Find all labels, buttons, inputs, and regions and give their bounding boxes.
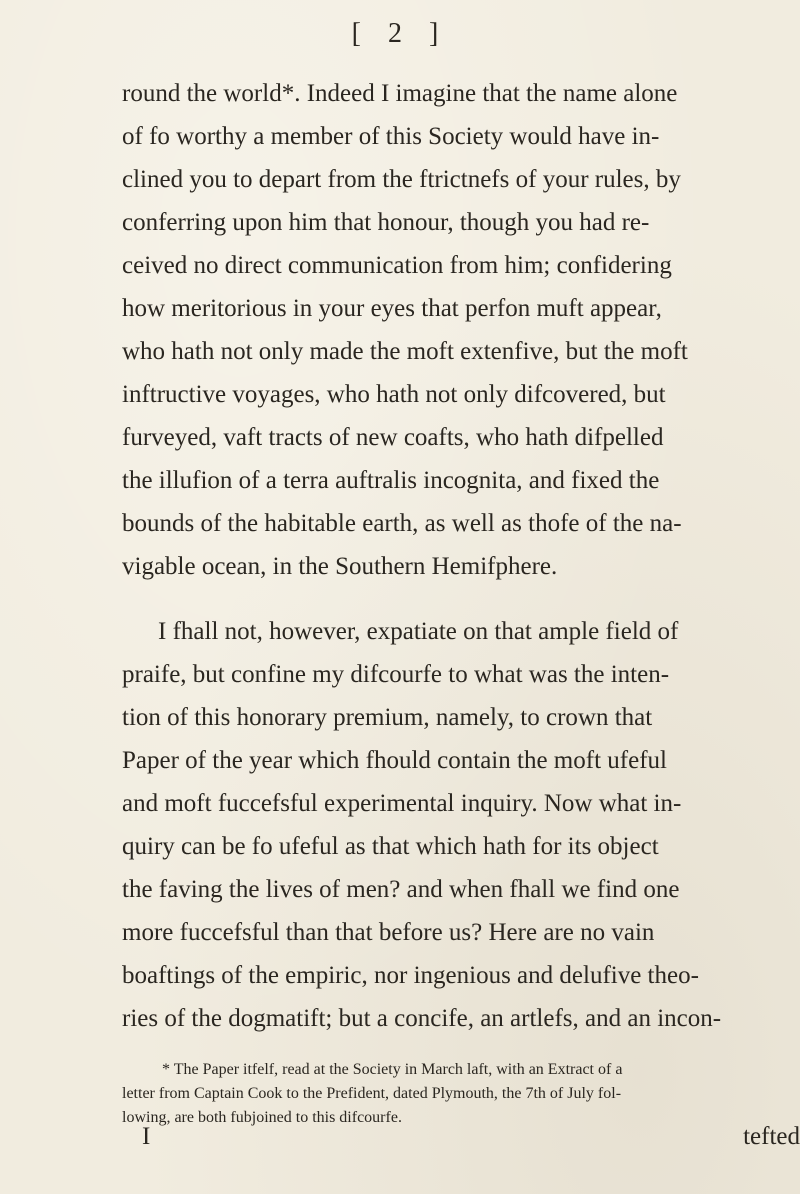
page-footer (122, 1120, 800, 1154)
page-number-header: [ 2 ] (351, 18, 449, 49)
paragraph-gap (122, 588, 800, 610)
footnote-line: letter from Captain Cook to the Prefident, dated Plymouth, the 7th of July fol- (122, 1085, 622, 1102)
footnote-line: * The Paper itfelf, read at the Society in March laft, with an Extract of a (162, 1061, 623, 1078)
body-text (122, 72, 800, 1040)
footnote-line: lowing, are both fubjoined to this difcourfe. (122, 1109, 402, 1126)
text-line: bounds of the habitable earth, as well as thofe of the na- (122, 510, 682, 537)
text-line: tion of this honorary premium, namely, to crown that (122, 704, 653, 731)
text-line: who hath not only made the moft extenfive, but the moft (122, 338, 688, 365)
text-line: praife, but confine my difcourfe to what was the inten- (122, 661, 670, 688)
text-line: round the world*. Indeed I imagine that the name alone (122, 80, 678, 107)
signature-mark: I (142, 1123, 151, 1150)
text-line: conferring upon him that honour, though you had re- (122, 209, 650, 236)
text-line: clined you to depart from the ftrictnefs of your rules, by (122, 166, 681, 193)
text-line: more fuccefsful than that before us? Here are no vain (122, 919, 655, 946)
text-line: of fo worthy a member of this Society would have in- (122, 123, 660, 150)
text-line: inftructive voyages, who hath not only difcovered, but (122, 381, 666, 408)
text-line: the illufion of a terra auftralis incognita, and fixed the (122, 467, 660, 494)
text-line: furveyed, vaft tracts of new coafts, who hath difpelled (122, 424, 664, 451)
text-line: the faving the lives of men? and when fhall we find one (122, 876, 680, 903)
text-line: quiry can be fo ufeful as that which hath for its object (122, 833, 659, 860)
text-line: ceived no direct communication from him; confidering (122, 252, 672, 279)
text-line: how meritorious in your eyes that perfon muft appear, (122, 295, 662, 322)
text-line: Paper of the year which fhould contain the moft ufeful (122, 747, 667, 774)
catchword: tefted (743, 1123, 800, 1150)
text-line: I fhall not, however, expatiate on that ample field of (158, 618, 679, 645)
text-line: and moft fuccefsful experimental inquiry. Now what in- (122, 790, 682, 817)
text-line: vigable ocean, in the Southern Hemifphere. (122, 553, 558, 580)
text-line: ries of the dogmatift; but a concife, an artlefs, and an incon- (122, 1005, 722, 1032)
text-line: boaftings of the empiric, nor ingenious and delufive theo- (122, 962, 699, 989)
